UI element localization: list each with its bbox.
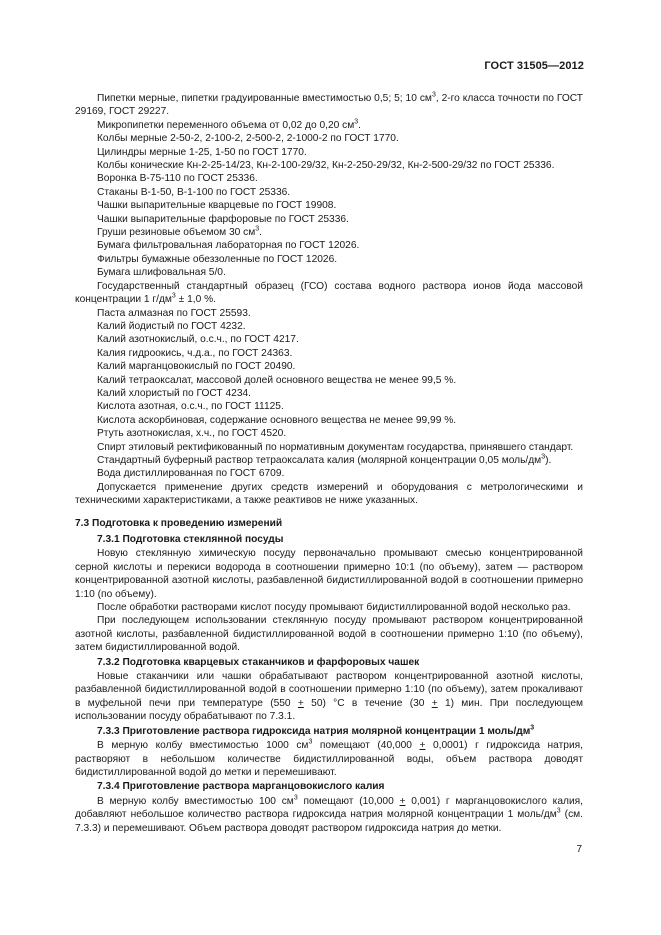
superscript: 3 <box>255 225 260 233</box>
list-item <box>75 481 583 508</box>
paragraph-text: помещают (40,000 <box>312 740 420 752</box>
paragraph-text: 0,001) г марганцовокислого калия, добавляют небольшое количество раствора гидроксида натрия молярной концентрации 1 моль/дм <box>75 795 583 821</box>
list-item-text: Калий азотнокислый, о.с.ч., по ГОСТ 4217. <box>97 334 299 346</box>
paragraph-text: Новые стаканчики или чашки обрабатывают раствором концентрированной азотной кислоты, разбавленной бидистиллированной водой в соотношении примерно 1:10 (по объему), затем прокаливают в муфельной печи при температуре (550 <box>75 671 583 709</box>
superscript: 3 <box>354 118 359 126</box>
paragraph-text: 1) мин. При последующем использовании посуду обрабатывают по 7.3.1. <box>75 697 583 723</box>
list-item-text: Колбы конические Кн-2-25-14/23, Кн-2-100-29/32, Кн-2-250-29/32, Кн-2-500-29/32 по ГОСТ 25336. <box>97 160 555 172</box>
list-item-text: Воронка В-75-110 по ГОСТ 25336. <box>97 173 258 185</box>
plus-minus-sign: + <box>399 795 406 807</box>
list-item <box>75 280 583 307</box>
paragraph <box>75 547 583 601</box>
list-item-text: Фильтры бумажные обеззоленные по ГОСТ 12026. <box>97 253 338 265</box>
list-item-text: Стандартный буферный раствор тетраоксалата калия (молярной концентрации 0,05 моль/дм <box>97 454 542 466</box>
section-title: 7.3 Подготовка к проведению измерений <box>75 517 283 529</box>
list-item-text: Бумага шлифовальная 5/0. <box>97 267 226 279</box>
list-item <box>75 387 583 400</box>
paragraph <box>75 670 583 724</box>
paragraph-text: При последующем использовании стеклянную посуду промывают раствором концентрированной азотной кислоты, разбавленной бидистиллированной водой в соотношении примерно 1:10 (по объему), затем бидистиллированной водой. <box>75 615 583 654</box>
list-item <box>75 199 583 212</box>
superscript: 3 <box>293 794 298 802</box>
list-item-text: Ртуть азотнокислая, х.ч., по ГОСТ 4520. <box>97 428 287 440</box>
list-item-text: Микропипетки переменного объема от 0,02 до 0,20 см <box>97 119 355 131</box>
list-item <box>75 159 583 172</box>
paragraph <box>75 739 583 779</box>
paragraph <box>75 795 583 835</box>
list-item-text: Кислота азотная, о.с.ч., по ГОСТ 11125. <box>97 401 284 413</box>
paragraph <box>75 601 583 614</box>
list-item-text: Калий тетраоксалат, массовой долей основного вещества не менее 99,5 %. <box>97 374 457 386</box>
list-item-text: Вода дистиллированная по ГОСТ 6709. <box>97 468 285 480</box>
list-item <box>75 374 583 387</box>
subsection-title-7-3-1: 7.3.1 Подготовка стеклянной посуды <box>97 534 284 545</box>
subsection-title-7-3-4: 7.3.4 Приготовление раствора марганцовокислого калия <box>97 781 385 793</box>
list-item-text: . <box>259 227 262 239</box>
list-item <box>75 360 583 373</box>
list-item <box>75 186 583 199</box>
list-item-text: Цилиндры мерные 1-25, 1-50 по ГОСТ 1770. <box>97 146 307 158</box>
list-item <box>75 213 583 226</box>
document-body <box>75 92 583 835</box>
list-item <box>75 333 583 346</box>
paragraph-text: После обработки растворами кислот посуду промывают бидистиллированной водой несколько раз. <box>97 602 571 614</box>
list-item <box>75 132 583 145</box>
list-item <box>75 239 583 252</box>
list-item-text: . <box>358 119 361 131</box>
subsection-title-7-3-3 <box>75 725 583 738</box>
list-item-text: , 2-го класса точности по ГОСТ 29169, ГОСТ 29227. <box>75 93 584 118</box>
paragraph-text: 50) °С в течение (30 <box>303 697 432 709</box>
paragraph-text: помещают (10,000 <box>297 795 400 807</box>
subsection-title-7-3-2: 7.3.2 Подготовка кварцевых стаканчиков и фарфоровых чашек <box>97 656 420 668</box>
list-item <box>75 119 583 132</box>
list-item <box>75 172 583 185</box>
list-item <box>75 307 583 320</box>
superscript: 3 <box>431 91 436 99</box>
list-item-text: Бумага фильтровальная лабораторная по ГОСТ 12026. <box>97 240 360 252</box>
list-item-text: Калий марганцовокислый по ГОСТ 20490. <box>97 361 296 373</box>
list-item <box>75 414 583 427</box>
plus-minus-sign: + <box>431 697 438 709</box>
list-item-text: Чашки выпарительные фарфоровые по ГОСТ 25336. <box>97 213 349 225</box>
list-item-text: Колбы мерные 2-50-2, 2-100-2, 2-500-2, 2-1000-2 по ГОСТ 1770. <box>97 133 399 145</box>
superscript: 3 <box>556 807 561 815</box>
list-item-text: ± 1,0 %. <box>175 294 216 306</box>
list-item-text: Чашки выпарительные кварцевые по ГОСТ 19908. <box>97 200 337 212</box>
plus-minus-sign: + <box>419 740 426 752</box>
materials-list <box>75 92 583 508</box>
page-number: 7 <box>576 844 582 855</box>
document-header-standard: ГОСТ 31505—2012 <box>484 60 584 72</box>
list-item <box>75 347 583 360</box>
list-item-text: Допускается применение других средств измерений и оборудования с метрологическими и техническими характеристиками, а также реактивов не ниже указанных. <box>75 481 583 507</box>
paragraph-text: 0,0001) г гидроксида натрия, растворяют в небольшом количестве бидистиллированной воды, объем раствора доводят бидистиллированной водой до метки и перемешивают. <box>75 740 583 778</box>
subsection-title-text: 7.3.3 Приготовление раствора гидроксида натрия молярной концентрации 1 моль/дм <box>97 725 531 737</box>
paragraph <box>75 614 583 654</box>
list-item <box>75 441 583 454</box>
list-item-text: Калия гидроокись, ч.д.а., по ГОСТ 24363. <box>97 347 293 359</box>
list-item-text: Пипетки мерные, пипетки градуированные вместимостью 0,5; 5; 10 см <box>97 93 432 104</box>
list-item <box>75 226 583 239</box>
list-item <box>75 320 583 333</box>
superscript: 3 <box>308 738 313 746</box>
list-item-text: Государственный стандартный образец (ГСО) состава водного раствора ионов йода массовой концентрации 1 г/дм <box>75 280 583 306</box>
list-item-text: Паста алмазная по ГОСТ 25593. <box>97 307 251 319</box>
list-item-text: Груши резиновые объемом 30 см <box>97 227 256 239</box>
list-item <box>75 400 583 413</box>
list-item-text: ). <box>545 454 552 466</box>
list-item-text: Калий йодистый по ГОСТ 4232. <box>97 320 246 332</box>
list-item <box>75 146 583 159</box>
list-item <box>75 454 583 467</box>
list-item <box>75 266 583 279</box>
paragraph-text: Новую стеклянную химическую посуду первоначально промывают смесью концентрированной серной кислоты и перекиси водорода в соотношении примерно 10:1 (по объему), затем — раствором концентрированной азотной кислоты, разбавленной бидистиллированной водой в соотношении примерно 1:10 (по объему). <box>75 548 583 600</box>
paragraph-text: (см. 7.3.3) и перемешивают. Объем раствора доводят раствором гидроксида натрия до метки. <box>75 809 583 834</box>
list-item-text: Спирт этиловый ректификованный по нормативным документам государства, принявшего стандарт. <box>97 441 574 453</box>
paragraph-text: В мерную колбу вместимостью 100 см <box>97 795 294 807</box>
list-item <box>75 253 583 266</box>
list-item-text: Калий хлористый по ГОСТ 4234. <box>97 387 251 399</box>
superscript: 3 <box>530 724 535 732</box>
list-item <box>75 427 583 440</box>
plus-minus-sign: + <box>297 697 304 709</box>
list-item-text: Кислота аскорбиновая, содержание основного вещества не менее 99,99 %. <box>97 414 457 426</box>
superscript: 3 <box>541 453 546 461</box>
superscript: 3 <box>171 292 176 300</box>
list-item <box>75 92 583 119</box>
list-item <box>75 467 583 480</box>
paragraph-text: В мерную колбу вместимостью 1000 см <box>97 740 309 752</box>
list-item-text: Стаканы В-1-50, В-1-100 по ГОСТ 25336. <box>97 186 291 198</box>
